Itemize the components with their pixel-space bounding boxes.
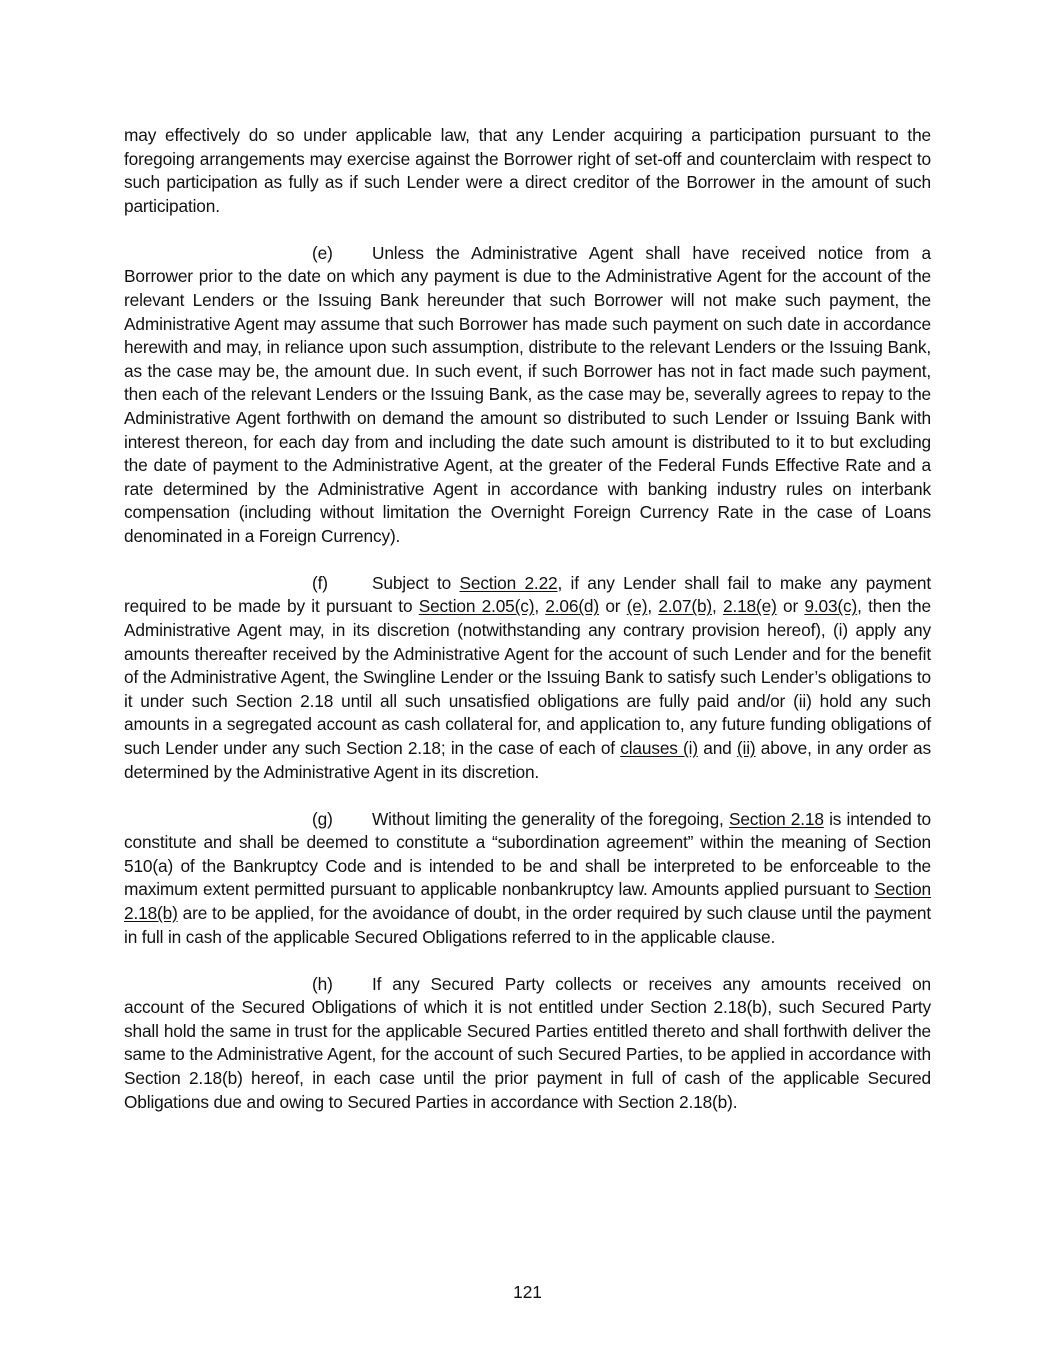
paragraph-g-text: Without limiting the generality of the foregoing,: [372, 808, 729, 829]
cross-reference-e: (e): [626, 596, 648, 617]
paragraph-e: [124, 242, 931, 549]
page-number: 121: [513, 1282, 542, 1302]
cross-reference-2-07b: 2.07(b): [658, 596, 713, 617]
paragraph-e-text: Unless the Administrative Agent shall have received notice from a Borrower prior to the date on which any payment is due to the Administrative Agent for the account of the relevant Lenders or the Issuing Bank hereunder that such Borrower will not make such payment, the Administrative Agent may assume that such Borrower has made such payment on such date in accordance herewith and may, in reliance upon such assumption, distribute to the relevant Lenders or the Issuing Bank, as the case may be, the amount due. In such event, if such Borrower has not in fact made such payment, then each of the relevant Lenders or the Issuing Bank, as the case may be, severally agrees to repay to the Administrative Agent forthwith on demand the amount so distributed to such Lender or Issuing Bank with interest thereon, for each day from and including the date such amount is distributed to it to but excluding the date of payment to the Administrative Agent, at the greater of the Federal Funds Effective Rate and a rate determined by the Administrative Agent in accordance with banking industry rules on interbank compensation (including without limitation the Overnight Foreign Currency Rate in the case of Loans denominated in a Foreign Currency).: [124, 242, 931, 546]
paragraph-h: [124, 973, 931, 1115]
paragraph-intro-continuation: may effectively do so under applicable law, that any Lender acquiring a participation pursuant to the foregoing arrangements may exercise against the Borrower right of set-off and counterclaim with respect to such participation as fully as if such Lender were a direct creditor of the Borrower in the amount of such participation.: [124, 125, 931, 216]
paragraph-f-text: ,: [534, 596, 546, 617]
paragraph-g-text: are to be applied, for the avoidance of doubt, in the order required by such clause until the payment in full in cash of the applicable Secured Obligations referred to in the applicable clause.: [124, 902, 931, 947]
cross-reference-clauses-i: clauses (i): [620, 738, 698, 759]
paragraph-label-e: (e): [312, 242, 333, 263]
cross-reference-2-06d: 2.06(d): [545, 596, 600, 617]
paragraph-f-text: and: [697, 738, 737, 759]
paragraph-g: [124, 808, 931, 950]
paragraph-f-text: , then the Administrative Agent may, in its discretion (notwithstanding any contrary provision hereof), (i) apply any amounts thereafter received by the Administrative Agent for the account of such Lender and for the benefit of the Administrative Agent, the Swingline Lender or the Issuing Bank to satisfy such Lender’s obligations to it under such Section 2.18 until all such unsatisfied obligations are fully paid and/or (ii) hold any such amounts in a segregated account as cash collateral for, and application to, any future funding obligations of such Lender under any such Section 2.18; in the case of each of: [124, 596, 931, 759]
cross-reference-section-2-18b: Section 2.18(b): [124, 879, 931, 923]
paragraph-f-text: ,: [712, 596, 723, 617]
paragraph-f-text: , if any Lender shall fail to make any payment required to be made by it pursuant to: [124, 572, 931, 617]
paragraph-label-g: (g): [312, 808, 333, 829]
paragraph-f-text: ,: [647, 596, 659, 617]
paragraph-g-text: is intended to constitute and shall be deemed to constitute a “subordination agreement” within the meaning of Section 510(a) of the Bankruptcy Code and is intended to be and shall be interpreted to be enforceable to the maximum extent permitted pursuant to applicable nonbankruptcy law. Amounts applied pursuant to: [124, 808, 932, 900]
cross-reference-9-03c: 9.03(c): [804, 596, 858, 617]
paragraph-h-text: If any Secured Party collects or receives any amounts received on account of the Secured Obligations of which it is not entitled under Section 2.18(b), such Secured Party shall hold the same in trust for the applicable Secured Parties entitled thereto and shall forthwith deliver the same to the Administrative Agent, for the account of such Secured Parties, to be applied in accordance with Section 2.18(b) hereof, in each case until the prior payment in full of cash of the applicable Secured Obligations due and owing to Secured Parties in accordance with Section 2.18(b).: [124, 973, 931, 1112]
cross-reference-section-2-18: Section 2.18: [728, 808, 824, 829]
paragraph-f-text: or: [599, 596, 627, 617]
paragraph-label-h: (h): [312, 973, 333, 994]
paragraph-f-text: Subject to: [372, 572, 460, 593]
cross-reference-section-2-05c: Section 2.05(c): [418, 596, 535, 617]
cross-reference-2-18e: 2.18(e): [722, 596, 777, 617]
paragraph-f: [124, 572, 931, 784]
document-page-body: [124, 124, 931, 1114]
cross-reference-ii: (ii): [736, 738, 756, 759]
paragraph-f-text: or: [776, 596, 805, 617]
paragraph-label-f: (f): [312, 572, 328, 593]
paragraph-f-text: above, in any order as determined by the Administrative Agent in its discretion.: [124, 738, 932, 782]
cross-reference-section-2-22: Section 2.22: [459, 572, 558, 593]
